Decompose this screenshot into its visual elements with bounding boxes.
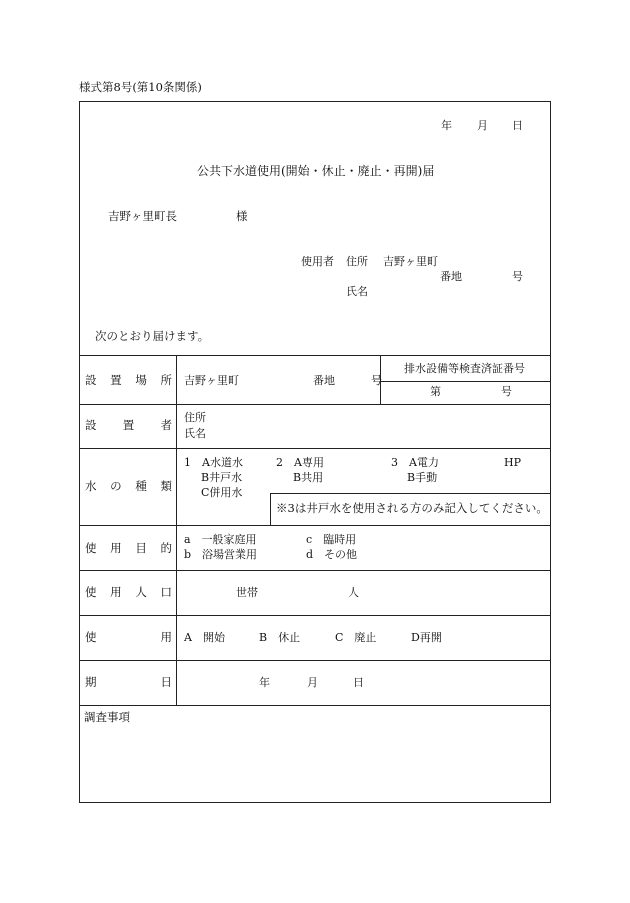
water-opt1-b: B井戸水 [201, 471, 243, 484]
water-opt2-a: 2 A専用 [276, 456, 324, 469]
divider [380, 381, 551, 382]
label-char: 用 [110, 541, 122, 555]
date-day: 日 [512, 119, 523, 132]
applicant-banchi: 番地 [440, 270, 462, 283]
applicant-town: 吉野ヶ里町 [383, 255, 438, 268]
population-households: 世帯 [236, 586, 258, 599]
label-char: 的 [160, 541, 172, 555]
date-month: 月 [477, 119, 488, 132]
notice-text: 次のとおり届けます。 [95, 329, 210, 343]
water-type-label [85, 481, 172, 493]
installer-address: 住所 [184, 411, 206, 424]
form-frame [79, 101, 551, 803]
usage-c: C 廃止 [335, 631, 377, 644]
label-char: の [110, 479, 122, 493]
usage-b: B 休止 [259, 631, 301, 644]
water-opt3-b: B手動 [407, 471, 438, 484]
divider [79, 660, 551, 661]
form-number: 様式第8号(第10条関係) [79, 80, 202, 94]
location-go: 号 [371, 374, 382, 387]
divider [79, 705, 551, 706]
divider [79, 404, 551, 405]
label-char: 置 [110, 373, 122, 387]
water-opt1-c: C併用水 [201, 486, 243, 499]
label-char: 期 [85, 675, 97, 689]
period-month: 月 [307, 676, 318, 689]
inspection-dai: 第 [430, 385, 441, 398]
population-persons: 人 [348, 586, 359, 599]
label-char: 場 [135, 373, 147, 387]
water-opt1-a: 1 A水道水 [184, 456, 243, 469]
usage-label [85, 632, 172, 644]
label-char: 用 [110, 585, 122, 599]
location-label [85, 375, 172, 387]
label-char: 類 [160, 479, 172, 493]
label-char: 使 [85, 585, 97, 599]
label-char: 設 [85, 373, 97, 387]
population-label [85, 587, 172, 599]
column-divider [270, 493, 271, 525]
period-day: 日 [353, 676, 364, 689]
user-label: 使用者 [301, 255, 334, 268]
form-title: 公共下水道使用(開始・休止・廃止・再開)届 [197, 164, 435, 178]
period-year: 年 [259, 676, 270, 689]
water-opt2-b: B共用 [293, 471, 324, 484]
label-char: 者 [160, 418, 172, 432]
label-char: 日 [160, 675, 172, 689]
addressee-name: 吉野ヶ里町長 [108, 209, 177, 223]
label-char: 使 [85, 630, 97, 644]
water-opt3-a: 3 A電力 [391, 456, 439, 469]
label-char: 用 [160, 630, 172, 644]
label-char: 口 [160, 585, 172, 599]
label-char: 種 [135, 479, 147, 493]
installer-label [85, 420, 172, 432]
location-town: 吉野ヶ里町 [184, 374, 239, 387]
label-char: 所 [160, 373, 172, 387]
usage-a: A 開始 [184, 631, 225, 644]
survey-label: 調査事項 [84, 710, 130, 724]
water-note: ※3は井戸水を使用される方のみ記入してください。 [276, 501, 548, 515]
label-char: 設 [85, 418, 97, 432]
label-char: 置 [122, 418, 135, 432]
usage-d: D再開 [411, 631, 442, 644]
purpose-d: d その他 [306, 548, 358, 561]
divider [79, 570, 551, 571]
installer-name: 氏名 [184, 427, 206, 440]
purpose-label [85, 543, 172, 555]
address-label: 住所 [346, 255, 368, 268]
location-banchi: 番地 [313, 374, 335, 387]
addressee-honorific: 様 [236, 209, 248, 223]
name-label: 氏名 [346, 285, 368, 298]
divider [79, 525, 551, 526]
divider [79, 355, 551, 356]
label-char: 使 [85, 541, 97, 555]
purpose-b: b 浴場営業用 [184, 548, 258, 561]
label-char: 人 [135, 585, 147, 599]
column-divider [176, 355, 177, 705]
divider [79, 448, 551, 449]
label-char: 目 [135, 541, 147, 555]
date-year: 年 [441, 119, 452, 132]
divider [270, 493, 551, 494]
water-opt3-hp: HP [504, 456, 521, 469]
divider [79, 615, 551, 616]
purpose-c: c 臨時用 [306, 533, 357, 546]
period-label [85, 677, 172, 689]
label-char: 水 [85, 479, 97, 493]
inspection-header: 排水設備等検査済証番号 [404, 362, 525, 375]
applicant-go: 号 [512, 270, 523, 283]
purpose-a: a 一般家庭用 [184, 533, 257, 546]
inspection-go: 号 [501, 385, 512, 398]
